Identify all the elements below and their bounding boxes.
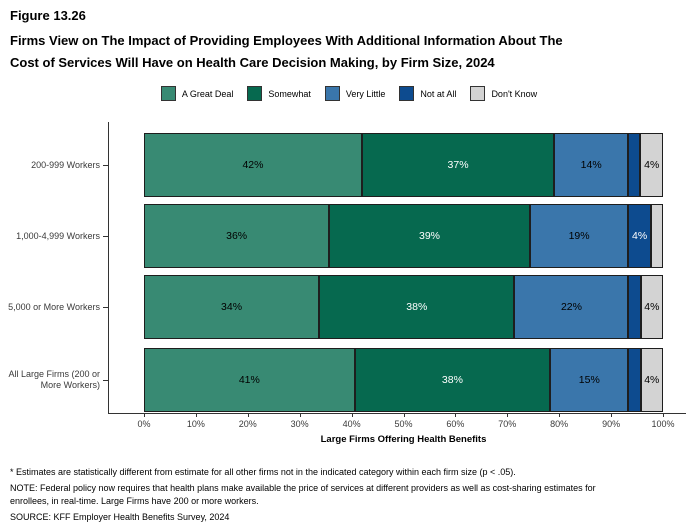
category-label: 1,000-4,999 Workers [16, 230, 100, 241]
bar-segment: 14% [554, 133, 628, 197]
bar-row [144, 275, 663, 339]
bar-segment: 4% [628, 204, 650, 268]
bar-segment [628, 348, 640, 412]
legend-swatch-icon [470, 86, 485, 101]
x-axis-tick-label: 10% [186, 419, 205, 429]
x-axis-tick [352, 413, 353, 417]
bar-segment: 41% [144, 348, 355, 412]
x-axis-tick-label: 60% [446, 419, 465, 429]
x-axis-tick-label: 40% [342, 419, 361, 429]
legend-label: Very Little [345, 88, 386, 99]
y-axis-tick [103, 380, 108, 381]
bar-segment: 4% [641, 348, 663, 412]
legend-swatch-icon [325, 86, 340, 101]
bar-segment [628, 133, 640, 197]
bar-segment: 22% [514, 275, 628, 339]
x-axis-tick-label: 90% [602, 419, 621, 429]
legend-label: Somewhat [268, 88, 311, 99]
bar-row [144, 204, 663, 268]
x-axis-title: Large Firms Offering Health Benefits [320, 434, 487, 445]
category-label: All Large Firms (200 or More Workers) [8, 369, 100, 390]
x-axis-tick [404, 413, 405, 417]
x-axis-tick [144, 413, 145, 417]
bar-row [144, 348, 663, 412]
y-axis-line [108, 122, 109, 413]
y-axis-tick [103, 307, 108, 308]
bar-segment: 36% [144, 204, 329, 268]
bar-row [144, 133, 663, 197]
x-axis-tick [300, 413, 301, 417]
x-axis-tick-label: 80% [550, 419, 569, 429]
figure-title-line-2: Cost of Services Will Have on Health Care Decision Making, by Firm Size, 2024 [10, 55, 495, 70]
bar-segment: 39% [329, 204, 530, 268]
bar-segment: 42% [144, 133, 362, 197]
legend-item-2 [325, 86, 386, 101]
x-axis-tick [196, 413, 197, 417]
legend [0, 86, 698, 101]
bar-segment: 37% [362, 133, 554, 197]
legend-label: Not at All [420, 88, 457, 99]
x-axis-tick-label: 0% [137, 419, 151, 429]
x-axis-tick [455, 413, 456, 417]
x-axis-tick-label: 50% [394, 419, 413, 429]
bar-segment: 15% [550, 348, 628, 412]
x-axis-tick-label: 70% [498, 419, 517, 429]
y-axis-tick [103, 165, 108, 166]
y-axis-tick [103, 236, 108, 237]
bar-segment [651, 204, 663, 268]
x-axis-tick-label: 30% [290, 419, 309, 429]
legend-item-1 [247, 86, 311, 101]
footnote-note-line-2: enrollees, in real-time. Large Firms have 200 or more workers. [10, 496, 259, 506]
x-axis-tick-label: 20% [238, 419, 257, 429]
legend-label: A Great Deal [181, 88, 234, 99]
legend-label: Don't Know [491, 88, 538, 99]
category-label: 200-999 Workers [31, 159, 100, 170]
bar-segment [628, 275, 640, 339]
footnotes [10, 466, 692, 525]
x-axis-tick [248, 413, 249, 417]
footnote-source: SOURCE: KFF Employer Health Benefits Survey, 2024 [10, 512, 230, 522]
legend-swatch-icon [161, 86, 176, 101]
x-axis-tick [611, 413, 612, 417]
bar-segment: 34% [144, 275, 319, 339]
bar-segment: 38% [319, 275, 514, 339]
footnote-note-line-1: NOTE: Federal policy now requires that health plans make available the price of services at different providers as well as cost-sharing estimates for [10, 483, 596, 493]
bar-segment: 19% [530, 204, 629, 268]
bar-segment: 38% [355, 348, 550, 412]
legend-swatch-icon [247, 86, 262, 101]
x-axis-tick-label: 100% [651, 419, 675, 429]
x-axis-tick [507, 413, 508, 417]
bar-segment: 4% [640, 133, 663, 197]
footnote-asterisk: * Estimates are statistically different from estimate for all other firms not in the indicated category within each firm size (p < .05). [10, 467, 516, 477]
x-axis-line [108, 413, 686, 414]
figure-title [10, 30, 690, 74]
category-label: 5,000 or More Workers [8, 301, 100, 312]
legend-item-3 [399, 86, 456, 101]
legend-item-4 [470, 86, 537, 101]
legend-swatch-icon [399, 86, 414, 101]
stacked-bar-chart [0, 122, 698, 457]
x-axis-tick [559, 413, 560, 417]
figure-title-line-1: Firms View on The Impact of Providing Employees With Additional Information About The [10, 33, 563, 48]
figure-number: Figure 13.26 [10, 8, 86, 23]
x-axis-tick [663, 413, 664, 417]
bar-segment: 4% [641, 275, 663, 339]
legend-item-0 [161, 86, 234, 101]
